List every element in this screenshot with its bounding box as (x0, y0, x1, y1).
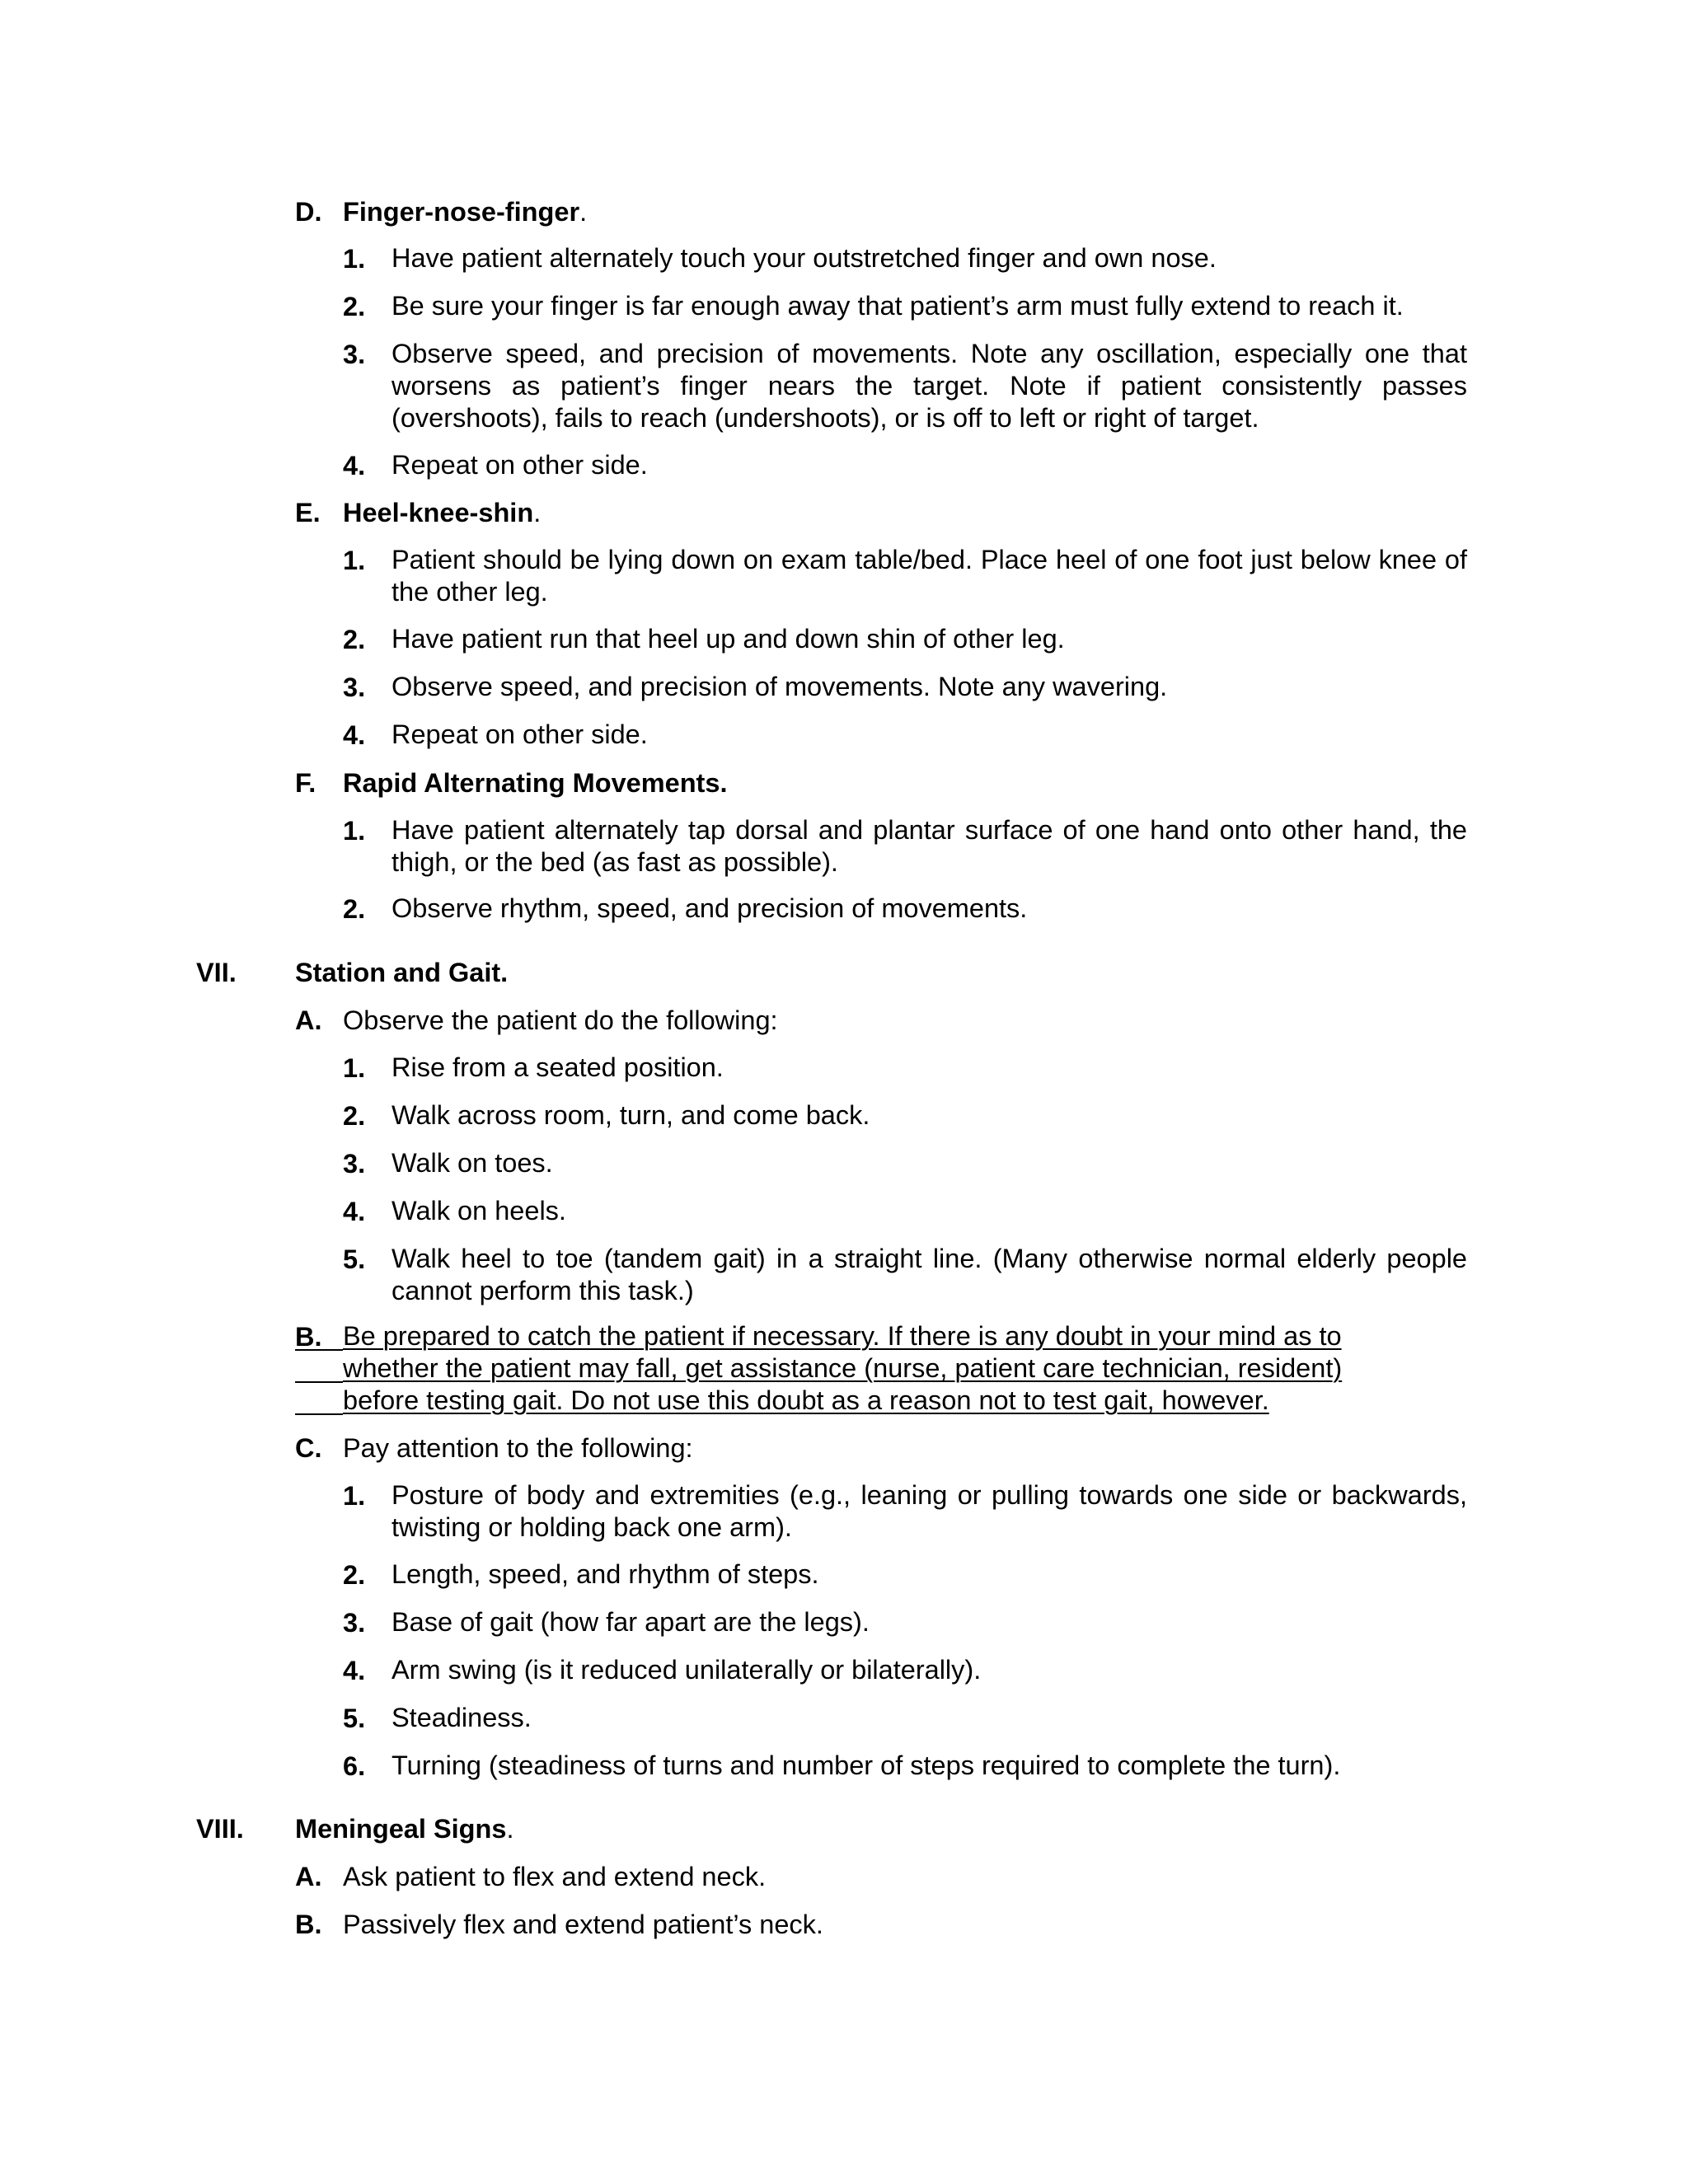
item-number: 3. (343, 673, 366, 702)
item-text: Repeat on other side. (392, 450, 648, 480)
roman-numeral: VII. (196, 958, 237, 987)
subsection-text: Observe the patient do the following: (343, 1005, 778, 1035)
item-number: 2. (343, 1101, 366, 1131)
section-title: Rapid Alternating Movements. (343, 768, 728, 798)
item-text: Base of gait (how far apart are the legs). (392, 1607, 870, 1637)
item-text: Patient should be lying down on exam table/bed. Place heel of one foot just below knee of the other leg. (392, 545, 1467, 607)
item-text: Posture of body and extremities (e.g., leaning or pulling towards one side or backwards, twisting or holding back one arm). (392, 1480, 1467, 1542)
item-number: 4. (343, 1197, 366, 1226)
item-text: Observe speed, and precision of movements. Note any oscillation, especially one that worsens as patient’s finger nears the target. Note if patient consistently passes (overshoots), fails to reach (undershoots), or is off to left or right of target. (392, 339, 1467, 433)
item-number: 1. (343, 546, 366, 575)
item-number: 2. (343, 894, 366, 924)
item-text: Steadiness. (392, 1703, 532, 1732)
item-text: Have patient run that heel up and down shin of other leg. (392, 624, 1065, 654)
item-number: 4. (343, 451, 366, 480)
underline-rule (295, 1381, 343, 1383)
item-text: Observe speed, and precision of movements. Note any wavering. (392, 672, 1168, 701)
item-text: Repeat on other side. (392, 719, 648, 749)
item-number: 1. (343, 816, 366, 846)
item-text: Be sure your finger is far enough away that patient’s arm must fully extend to reach it. (392, 291, 1404, 321)
item-text: Have patient alternately touch your outstretched finger and own nose. (392, 243, 1217, 273)
subsection-text: Pay attention to the following: (343, 1433, 693, 1463)
underlined-text-line: Be prepared to catch the patient if necessary. If there is any doubt in your mind as to (343, 1321, 1342, 1351)
item-text: Length, speed, and rhythm of steps. (392, 1559, 819, 1589)
item-number: 4. (343, 1656, 366, 1685)
title-punct: . (533, 498, 542, 527)
subsection-label: A. (295, 1005, 322, 1035)
subsection-label: B. (295, 1910, 322, 1939)
item-number: 1. (343, 1053, 366, 1083)
underlined-text-line: whether the patient may fall, get assistance (nurse, patient care technician, resident) (343, 1353, 1343, 1383)
roman-numeral: VIII. (196, 1814, 244, 1844)
section-title: Station and Gait. (295, 958, 509, 987)
item-number: 3. (343, 1149, 366, 1179)
section-label: F. (295, 768, 316, 798)
subsection-label: C. (295, 1433, 322, 1463)
item-number: 4. (343, 720, 366, 750)
subsection-label: B. (295, 1322, 322, 1352)
item-number: 1. (343, 1481, 366, 1511)
item-number: 5. (343, 1704, 366, 1733)
section-e-title (343, 496, 541, 529)
item-number: 3. (343, 340, 366, 369)
item-number: 5. (343, 1244, 366, 1274)
section-title: Heel-knee-shin (343, 498, 534, 527)
subsection-label: A. (295, 1862, 322, 1891)
item-text: Observe rhythm, speed, and precision of movements. (392, 893, 1028, 923)
underline-rule (295, 1413, 343, 1415)
item-text: Walk heel to toe (tandem gait) in a straight line. (Many otherwise normal elderly people cannot perform this task.) (392, 1244, 1467, 1305)
item-number: 2. (343, 292, 366, 321)
item-text: Arm swing (is it reduced unilaterally or bilaterally). (392, 1655, 982, 1685)
underline-rule (295, 1349, 343, 1351)
section-title: Finger-nose-finger (343, 197, 580, 227)
title-punct: . (506, 1814, 514, 1844)
subsection-text: Ask patient to flex and extend neck. (343, 1862, 767, 1891)
item-number: 3. (343, 1608, 366, 1638)
item-text: Rise from a seated position. (392, 1052, 724, 1082)
item-number: 2. (343, 625, 366, 654)
item-text: Walk on heels. (392, 1196, 566, 1226)
item-text: Have patient alternately tap dorsal and plantar surface of one hand onto other hand, the thigh, or the bed (as fast as possible). (392, 815, 1467, 877)
section-label: D. (295, 197, 322, 227)
item-number: 1. (343, 244, 366, 274)
subsection-text: Passively flex and extend patient’s neck. (343, 1910, 823, 1939)
item-text: Walk on toes. (392, 1148, 553, 1178)
section-label: E. (295, 498, 321, 527)
section-d-title (343, 195, 587, 228)
item-number: 6. (343, 1751, 366, 1781)
item-number: 2. (343, 1560, 366, 1590)
section-viii-title (295, 1812, 513, 1845)
item-text: Walk across room, turn, and come back. (392, 1100, 870, 1130)
item-text: Turning (steadiness of turns and number of steps required to complete the turn). (392, 1750, 1341, 1780)
section-title: Meningeal Signs (295, 1814, 507, 1844)
underlined-text-line: before testing gait. Do not use this doubt as a reason not to test gait, however. (343, 1385, 1269, 1415)
title-punct: . (579, 197, 588, 227)
section-d-heading (295, 195, 322, 228)
